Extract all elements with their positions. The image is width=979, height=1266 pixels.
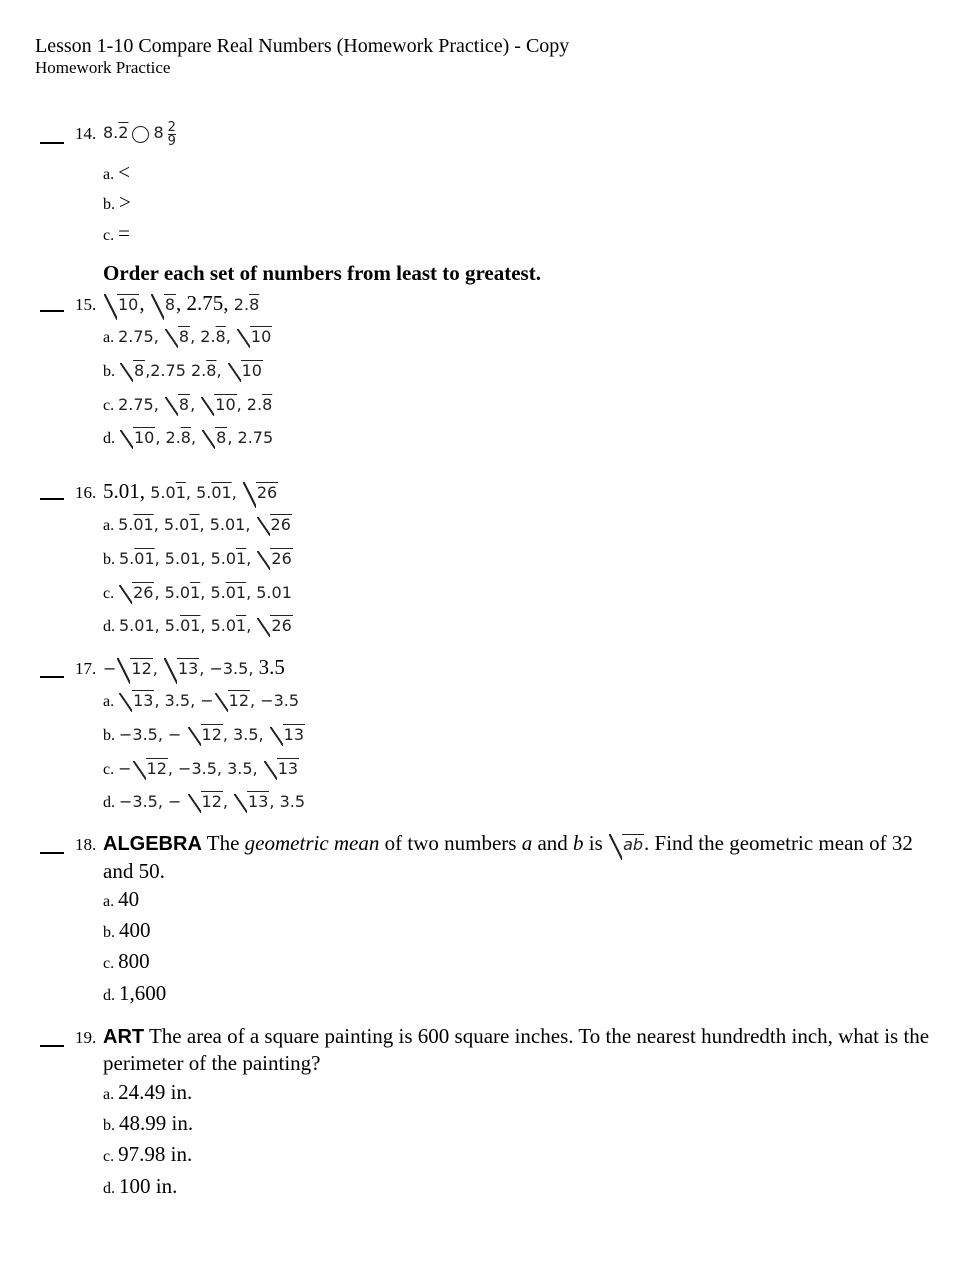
answer-blank[interactable] xyxy=(40,676,64,678)
option-b[interactable]: b. 400 xyxy=(103,918,151,942)
keyword: ALGEBRA xyxy=(103,833,202,855)
option-d[interactable]: d. 1,600 xyxy=(103,981,167,1005)
answer-blank[interactable] xyxy=(40,1045,64,1047)
page-header xyxy=(35,34,569,78)
keyword: ART xyxy=(103,1026,145,1048)
question-prompt: 5.01, 5.01, 5.01, 26 xyxy=(103,478,933,506)
option-d[interactable]: d. 5.01, 5.01, 5.01, 26 xyxy=(103,616,292,635)
option-b[interactable]: b. 8,2.75 2.8, 10 xyxy=(103,361,262,380)
page-subtitle: Homework Practice xyxy=(35,58,171,77)
option-b[interactable]: b. 5.01, 5.01, 5.01, 26 xyxy=(103,549,292,568)
option-a[interactable]: a. 5.01, 5.01, 5.01, 26 xyxy=(103,515,291,534)
option-b[interactable]: b. 48.99 in. xyxy=(103,1111,194,1135)
option-c[interactable]: c. − 12, −3.5, 3.5, 13 xyxy=(103,759,299,778)
answer-blank[interactable] xyxy=(40,310,64,312)
option-b[interactable]: b. > xyxy=(103,190,131,214)
option-c[interactable]: c. 26, 5.01, 5.01, 5.01 xyxy=(103,583,292,602)
option-a[interactable]: a. 40 xyxy=(103,887,140,911)
page-title: Lesson 1-10 Compare Real Numbers (Homework Practice) - Copy xyxy=(35,35,570,57)
question-prompt: − 12, 13, −3.5, 3.5 xyxy=(103,654,933,682)
question-prompt: ALGEBRA The geometric mean of two numbers a and b is ab. Find the geometric mean of 32 and 50. xyxy=(103,831,913,883)
answer-blank[interactable] xyxy=(40,498,64,500)
option-d[interactable]: d. 100 in. xyxy=(103,1174,178,1198)
question-number: 17. xyxy=(75,659,97,678)
option-d[interactable]: d. −3.5, − 12, 13, 3.5 xyxy=(103,792,306,811)
answer-blank[interactable] xyxy=(40,142,64,144)
option-a[interactable]: a. 2.75, 8, 2.8, 10 xyxy=(103,327,272,346)
answer-blank[interactable] xyxy=(40,852,64,854)
section-heading: Order each set of numbers from least to greatest. xyxy=(103,261,541,285)
question-prompt: 8.2 8 $\frac{2}{9}$ xyxy=(103,119,176,149)
question-number: 15. xyxy=(75,295,97,314)
option-d[interactable]: d. 10, 2.8, 8, 2.75 xyxy=(103,428,274,447)
question-number: 18. xyxy=(75,835,97,854)
option-c[interactable]: c. 97.98 in. xyxy=(103,1142,193,1166)
question-number: 19. xyxy=(75,1028,97,1047)
option-c[interactable]: c. = xyxy=(103,221,130,245)
option-b[interactable]: b. −3.5, − 12, 3.5, 13 xyxy=(103,725,305,744)
compare-circle-icon xyxy=(132,126,149,143)
option-c[interactable]: c. 2.75, 8, 10, 2.8 xyxy=(103,395,273,414)
question-prompt: ART The area of a square painting is 600 square inches. To the nearest hundredth inch, what is the perimeter of the painting? xyxy=(103,1024,930,1075)
question-prompt: 10, 8, 2.75, 2.8 xyxy=(103,290,933,318)
option-a[interactable]: a. 13, 3.5, − 12, −3.5 xyxy=(103,691,300,710)
option-a[interactable]: a. 24.49 in. xyxy=(103,1080,193,1104)
option-c[interactable]: c. 800 xyxy=(103,949,150,973)
option-a[interactable]: a. < xyxy=(103,160,130,184)
question-number: 16. xyxy=(75,483,97,502)
question-number: 14. xyxy=(75,124,97,143)
